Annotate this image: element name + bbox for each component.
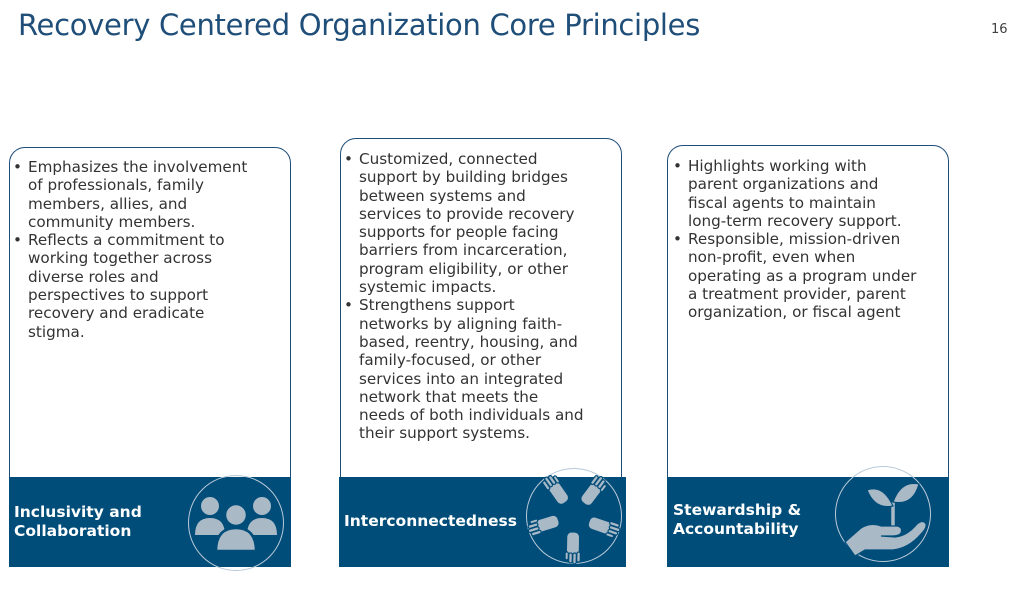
page-number: 16	[991, 22, 1008, 37]
bullet-line: members, allies, and	[28, 194, 188, 213]
bullet-line: Responsible, mission-driven	[688, 230, 901, 249]
principle-label: Inclusivity and Collaboration	[14, 503, 142, 540]
bullet-line: based, reentry, housing, and	[359, 332, 578, 351]
principle-label: Stewardship & Accountability	[673, 501, 802, 538]
bullet-line: program eligibility, or other	[359, 259, 569, 278]
bullet-line: parent organizations and	[688, 175, 879, 194]
slide-title: Recovery Centered Organization Core Principles	[18, 8, 701, 42]
bullet-item: • Reflects a commitment to working together across diverse roles and perspectives to support recovery and eradicate stigma.	[13, 231, 225, 341]
bullet-line: between systems and	[359, 186, 526, 205]
bullet-line: operating as a program under	[688, 266, 917, 285]
bullet-line: of professionals, family	[28, 176, 204, 195]
people-group-icon	[191, 495, 281, 551]
bullet-line: barriers from incarceration,	[359, 241, 568, 260]
bullet-line: supports for people facing	[359, 223, 559, 242]
bullet-line: Strengthens support	[359, 296, 515, 315]
bullet-line: Highlights working with	[688, 157, 867, 175]
bullet-line: their support systems.	[359, 424, 531, 443]
bullet-line: working together across	[28, 249, 212, 268]
bullet-line: support by building bridges	[359, 168, 568, 187]
bullet-line: fiscal agents to maintain	[688, 193, 876, 212]
bullet-line: Reflects a commitment to	[28, 231, 225, 250]
bullet-line: networks by aligning faith-	[359, 314, 563, 333]
hand-with-plant-icon	[835, 466, 931, 562]
bullet-line: diverse roles and	[28, 267, 159, 286]
bullet-line: non-profit, even when	[688, 248, 856, 267]
bullet-item: • Responsible, mission-driven non-profit, even when operating as a program under a treatment provider, parent organization, or fiscal agent	[673, 230, 917, 322]
bullet-line: Customized, connected	[359, 150, 538, 168]
bullet-item: • Strengthens support networks by aligning faith- based, reentry, housing, and family-focused, or other services into an integrated network that meets the needs of both individuals and their support systems.	[344, 296, 584, 443]
bullet-line: community members.	[28, 212, 196, 231]
bullet-line: long-term recovery support.	[688, 211, 902, 230]
principle-label: Interconnectedness	[344, 512, 517, 530]
bullet-line: needs of both individuals and	[359, 406, 584, 425]
principle-bullets	[343, 150, 615, 443]
joined-hands-icon	[526, 468, 622, 564]
bullet-line: services into an integrated	[359, 369, 564, 388]
bullet-line: recovery and eradicate	[28, 304, 205, 323]
bullet-item: • Highlights working with parent organizations and fiscal agents to maintain long-term recovery support.	[673, 157, 902, 230]
bullet-line: systemic impacts.	[359, 278, 497, 297]
bullet-line: services to provide recovery	[359, 204, 575, 223]
bullet-line: a treatment provider, parent	[688, 285, 906, 304]
bullet-item: • Emphasizes the involvement of professionals, family members, allies, and community members.	[13, 158, 248, 231]
bullet-line: perspectives to support	[28, 286, 209, 305]
bullet-line: family-focused, or other	[359, 351, 542, 370]
principle-bullets	[672, 157, 947, 322]
bullet-line: network that meets the	[359, 387, 539, 406]
bullet-line: stigma.	[28, 322, 85, 341]
bullet-line: organization, or fiscal agent	[688, 303, 901, 322]
bullet-line: Emphasizes the involvement	[28, 158, 248, 176]
bullet-item: • Customized, connected support by building bridges between systems and services to provide recovery supports for people facing barriers from incarceration, program eligibility, or other systemic impacts.	[344, 150, 575, 297]
principle-bullets	[12, 158, 282, 341]
